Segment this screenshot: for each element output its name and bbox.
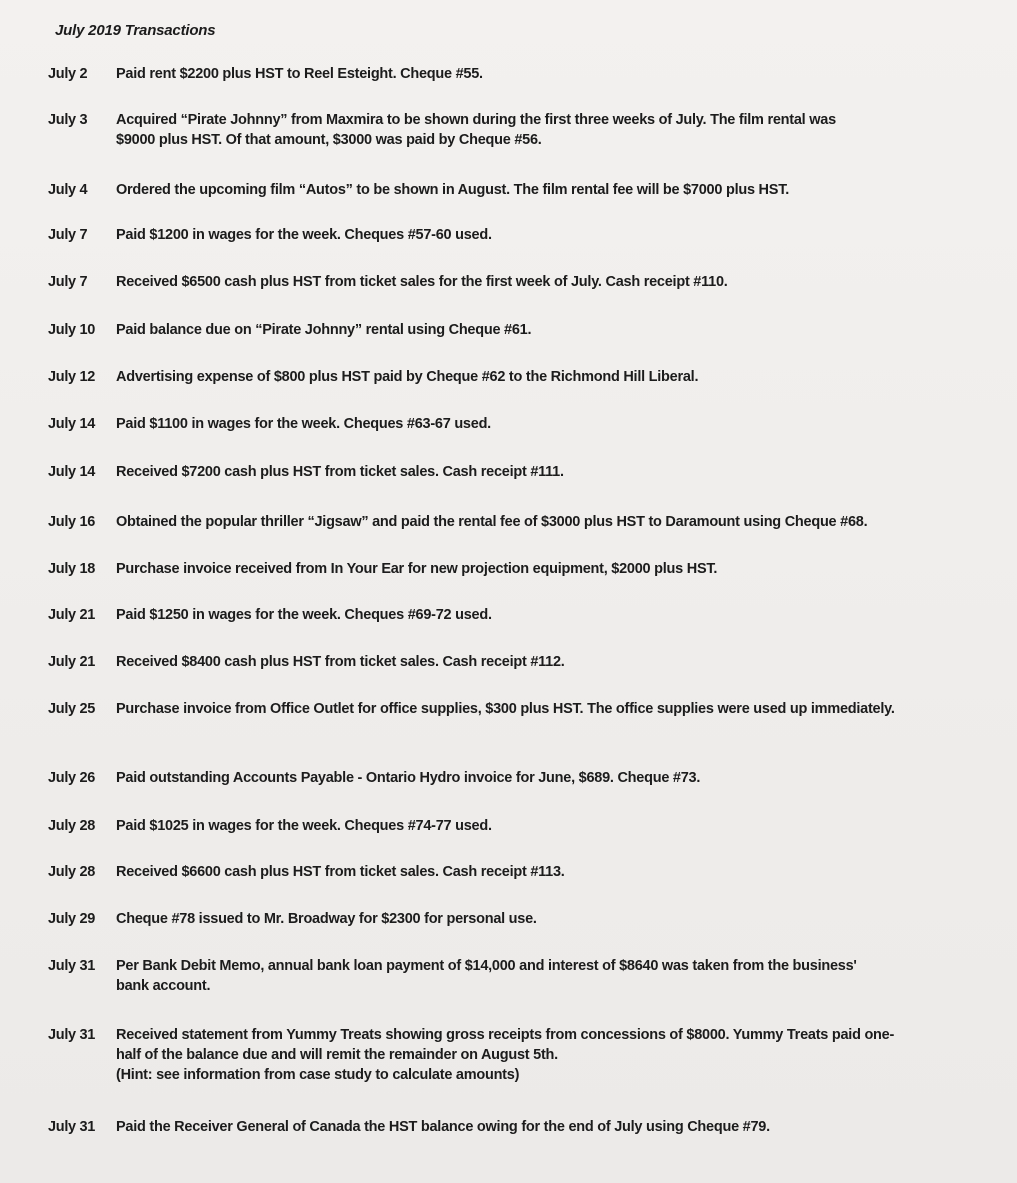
transaction-date: July 14 (48, 416, 96, 432)
transaction-date: July 14 (48, 464, 96, 480)
transaction-entry (48, 862, 998, 882)
transaction-date: July 21 (48, 654, 96, 670)
transaction-text: Paid balance due on “Pirate Johnny” rental using Cheque #61. (116, 322, 532, 338)
transaction-entry (48, 559, 998, 579)
transaction-text: Purchase invoice from Office Outlet for office supplies, $300 plus HST. The office supplies were used up immediately. (116, 701, 895, 717)
transaction-entry (48, 462, 998, 482)
transaction-text: Paid $1025 in wages for the week. Cheques #74-77 used. (116, 818, 492, 834)
transaction-text: Received $6600 cash plus HST from ticket sales. Cash receipt #113. (116, 864, 565, 880)
transaction-entry (48, 699, 928, 719)
transaction-entry (48, 272, 998, 292)
transaction-date: July 31 (48, 1119, 96, 1135)
transaction-date: July 29 (48, 911, 96, 927)
transaction-date: July 12 (48, 369, 96, 385)
transaction-entry (48, 909, 998, 929)
transaction-entry (48, 320, 998, 340)
page-title: July 2019 Transactions (55, 22, 216, 39)
transaction-date: July 2 (48, 66, 88, 82)
transaction-entry (48, 768, 998, 788)
transaction-entry (48, 652, 998, 672)
transaction-text: Paid outstanding Accounts Payable - Ontario Hydro invoice for June, $689. Cheque #73. (116, 770, 701, 786)
transaction-text: Paid $1200 in wages for the week. Cheques #57-60 used. (116, 227, 492, 243)
transaction-date: July 21 (48, 607, 96, 623)
transaction-date: July 31 (48, 1027, 96, 1043)
transaction-entry (48, 1117, 998, 1137)
transaction-text: Received $7200 cash plus HST from ticket sales. Cash receipt #111. (116, 464, 564, 480)
transaction-date: July 7 (48, 274, 88, 290)
transaction-entry (48, 414, 998, 434)
transaction-text: Advertising expense of $800 plus HST paid by Cheque #62 to the Richmond Hill Liberal. (116, 369, 699, 385)
transaction-date: July 28 (48, 818, 96, 834)
transaction-entry (48, 605, 998, 625)
transaction-date: July 4 (48, 182, 88, 198)
transaction-text: Paid $1100 in wages for the week. Cheques #63-67 used. (116, 416, 491, 432)
transaction-entry (48, 512, 998, 532)
transaction-date: July 3 (48, 112, 88, 128)
transaction-text: Paid rent $2200 plus HST to Reel Esteight. Cheque #55. (116, 66, 483, 82)
transaction-date: July 16 (48, 514, 96, 530)
transaction-text: Paid the Receiver General of Canada the HST balance owing for the end of July using Cheque #79. (116, 1119, 770, 1135)
transaction-date: July 18 (48, 561, 96, 577)
transaction-entry (48, 64, 998, 84)
transaction-date: July 10 (48, 322, 96, 338)
transaction-text: Obtained the popular thriller “Jigsaw” and paid the rental fee of $3000 plus HST to Daramount using Cheque #68. (116, 514, 868, 530)
transaction-text: Per Bank Debit Memo, annual bank loan payment of $14,000 and interest of $8640 was taken from the business' bank account. (116, 958, 857, 994)
transaction-text: Received $8400 cash plus HST from ticket sales. Cash receipt #112. (116, 654, 565, 670)
transaction-date: July 26 (48, 770, 96, 786)
transaction-date: July 28 (48, 864, 96, 880)
transaction-date: July 25 (48, 701, 96, 717)
hint-text: (Hint: see information from case study to calculate amounts) (116, 1067, 520, 1083)
transaction-text-body: Received statement from Yummy Treats showing gross receipts from concessions of $8000. Yummy Treats paid one-half of the balance due and will remit the remainder on August 5th. (116, 1027, 895, 1063)
transaction-entry (48, 367, 998, 387)
transaction-text: Acquired “Pirate Johnny” from Maxmira to be shown during the first three weeks of July. The film rental was $9000 plus HST. Of that amount, $3000 was paid by Cheque #56. (116, 112, 836, 148)
transaction-text: Paid $1250 in wages for the week. Cheques #69-72 used. (116, 607, 492, 623)
transaction-text (116, 1025, 898, 1085)
transaction-text: Purchase invoice received from In Your Ear for new projection equipment, $2000 plus HST. (116, 561, 718, 577)
transaction-entry (48, 110, 848, 150)
transaction-text: Cheque #78 issued to Mr. Broadway for $2300 for personal use. (116, 911, 537, 927)
transaction-entry (48, 1025, 898, 1085)
transaction-text: Received $6500 cash plus HST from ticket sales for the first week of July. Cash receipt #110. (116, 274, 728, 290)
transaction-entry (48, 180, 998, 200)
transaction-entry (48, 225, 998, 245)
transaction-entry (48, 956, 888, 996)
transaction-text: Ordered the upcoming film “Autos” to be shown in August. The film rental fee will be $7000 plus HST. (116, 182, 789, 198)
transaction-date: July 31 (48, 958, 96, 974)
transaction-date: July 7 (48, 227, 88, 243)
transaction-entry (48, 816, 998, 836)
